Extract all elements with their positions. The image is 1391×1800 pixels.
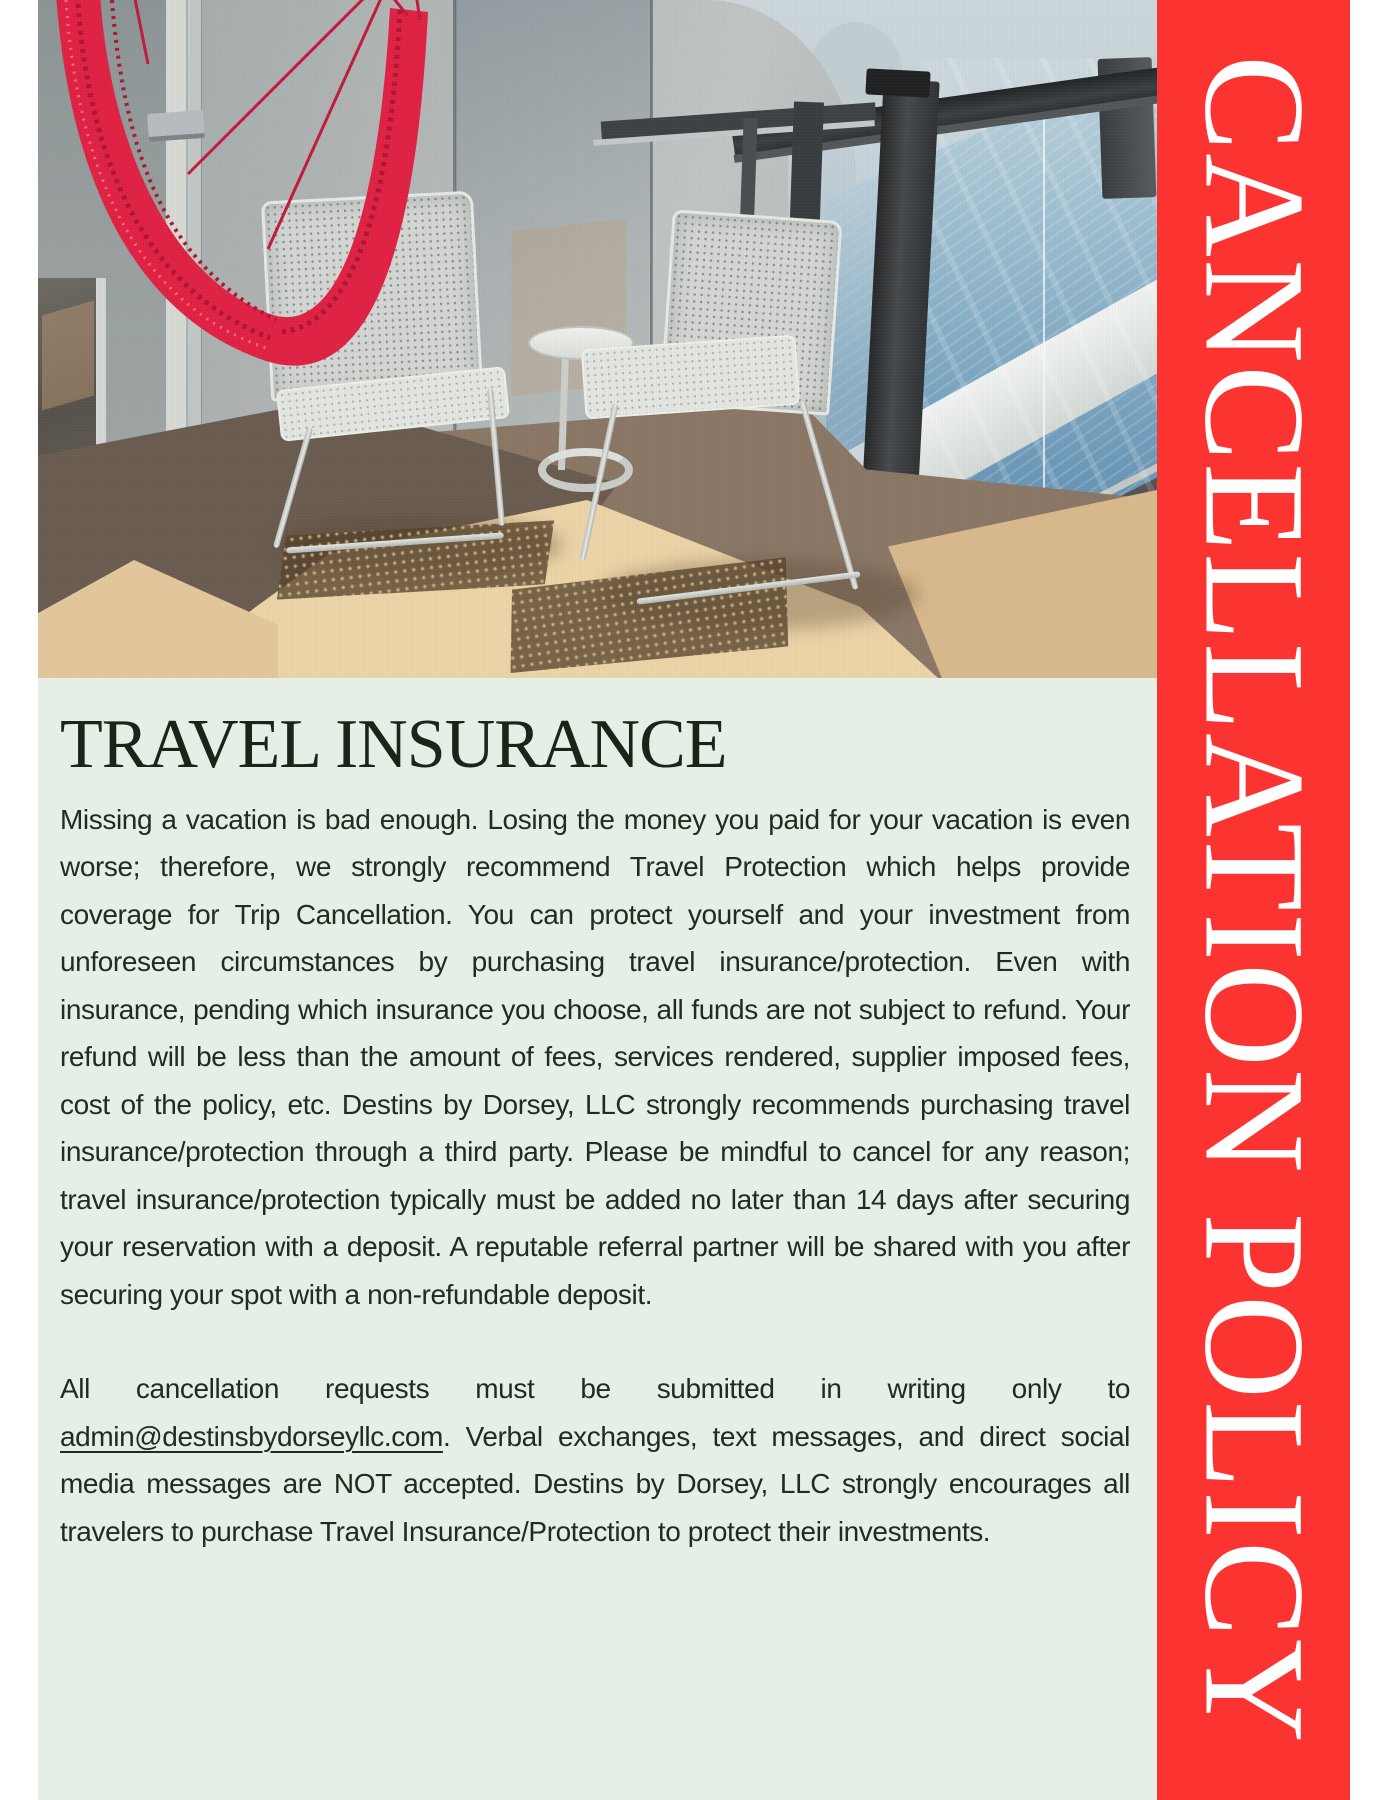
railing-post-cap xyxy=(865,68,930,97)
banner-title: CANCELLATION POLICY xyxy=(1174,55,1334,1745)
insurance-paragraph: Missing a vacation is bad enough. Losing the money you paid for your vacation is even worse; therefore, we strongly recommend Travel Protection which helps provide coverage for Trip Cancellation. You can protect yourself and your investment from unforeseen circumstances by purchasing travel insurance/protection. Even with insurance, pending which insurance you choose, all funds are not subject to refund. Your refund will be less than the amount of fees, services rendered, supplier imposed fees, cost of the policy, etc. Destins by Dorsey, LLC strongly recommends purchasing travel insurance/protection through a third party. Please be mindful to cancel for any reason; travel insurance/protection typically must be added no later than 14 days after securing your reservation with a deposit. A reputable referral partner will be shared with you after securing your spot with a non-refundable deposit. xyxy=(60,803,1130,1310)
email-link[interactable]: admin@destinsbydorseyllc.com xyxy=(60,1420,443,1452)
red-hammock xyxy=(38,0,478,494)
hammock-net xyxy=(56,0,428,366)
cancellation-banner xyxy=(1157,0,1350,1800)
glass-joint xyxy=(1043,90,1045,510)
balcony-photo xyxy=(38,0,1157,678)
cancellation-paragraph-suffix: . Verbal exchanges, text messages, and direct social media messages are NOT accepted. Destins by Dorsey, LLC strongly encourages all travelers to purchase Travel Insurance/Protection to protect their investments. xyxy=(60,1420,1130,1547)
page-title: TRAVEL INSURANCE xyxy=(60,706,727,783)
cancellation-paragraph-prefix: All cancellation requests must be submitted in writing only to xyxy=(60,1373,1130,1404)
cancellation-paragraph xyxy=(60,1365,1130,1555)
hammock-rope xyxy=(134,0,148,64)
side-table-base xyxy=(538,448,633,492)
content-panel xyxy=(38,678,1157,1800)
